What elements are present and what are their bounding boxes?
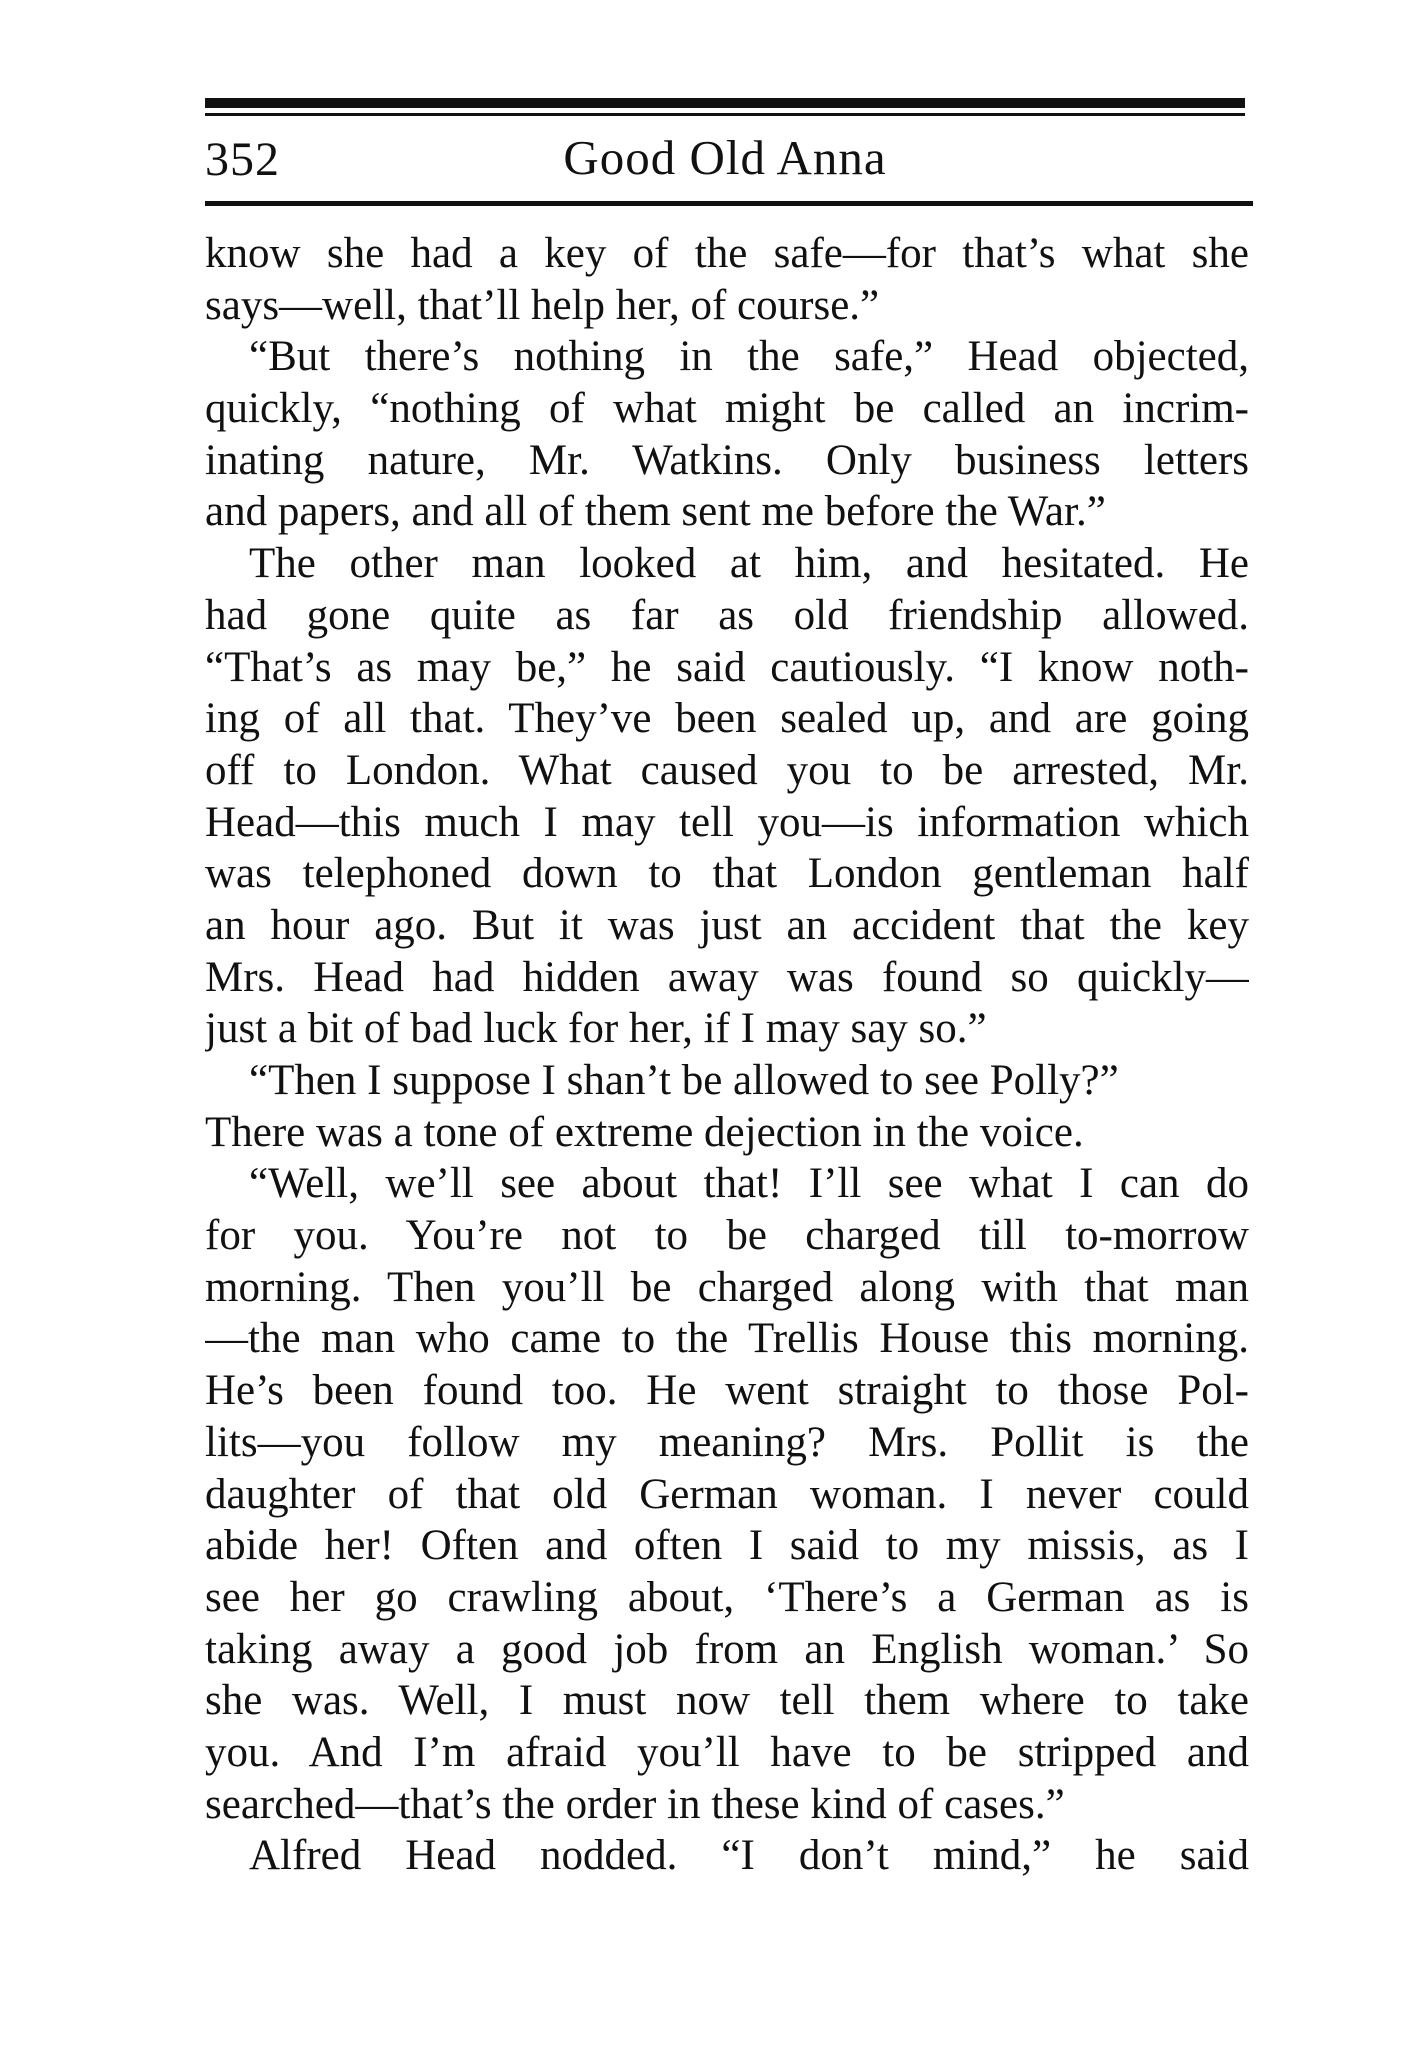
header-rule-bottom	[205, 201, 1253, 206]
text-line: “That’s as may be,” he said cautiously. “I know noth-	[205, 643, 1249, 691]
text-line: for you. You’re not to be charged till to-morrow	[205, 1212, 1249, 1260]
text-line: taking away a good job from an English woman.’ So	[205, 1625, 1249, 1673]
running-title: Good Old Anna	[563, 130, 887, 185]
text-line: lits—you follow my meaning? Mrs. Pollit is the	[205, 1418, 1249, 1466]
text-line: an hour ago. But it was just an accident that the key	[205, 901, 1249, 949]
text-line: He’s been found too. He went straight to those Pol-	[205, 1367, 1249, 1415]
text-line: Head—this much I may tell you—is information which	[205, 798, 1249, 846]
text-line: you. And I’m afraid you’ll have to be stripped and	[205, 1728, 1249, 1776]
header-rule-thick	[205, 98, 1245, 108]
text-line: know she had a key of the safe—for that’s what she	[205, 230, 1249, 277]
text-line: inating nature, Mr. Watkins. Only business letters	[205, 436, 1249, 484]
text-line: daughter of that old German woman. I never could	[205, 1470, 1249, 1518]
text-line: —the man who came to the Trellis House this morning.	[205, 1315, 1249, 1363]
text-line: “Well, we’ll see about that! I’ll see what I can do	[249, 1160, 1249, 1208]
page-number: 352	[205, 133, 280, 186]
text-line: There was a tone of extreme dejection in the voice.	[205, 1108, 1084, 1156]
text-line: abide her! Often and often I said to my missis, as I	[205, 1522, 1249, 1570]
text-line: morning. Then you’ll be charged along with that man	[205, 1263, 1249, 1311]
text-line: Mrs. Head had hidden away was found so quickly—	[205, 953, 1249, 1001]
header-rule-thin	[205, 113, 1245, 116]
text-line: The other man looked at him, and hesitated. He	[249, 540, 1249, 588]
text-line: says—well, that’ll help her, of course.”	[205, 281, 880, 329]
text-line: searched—that’s the order in these kind of cases.”	[205, 1780, 1065, 1828]
text-line: ing of all that. They’ve been sealed up, and are going	[205, 695, 1249, 743]
text-line: had gone quite as far as old friendship allowed.	[205, 591, 1249, 639]
text-line: “But there’s nothing in the safe,” Head objected,	[249, 333, 1249, 381]
body-text	[205, 228, 1249, 1882]
text-line: off to London. What caused you to be arrested, Mr.	[205, 746, 1249, 794]
text-line: and papers, and all of them sent me before the War.”	[205, 488, 1106, 536]
text-line: see her go crawling about, ‘There’s a German as is	[205, 1573, 1249, 1621]
text-line: Alfred Head nodded. “I don’t mind,” he said	[249, 1832, 1249, 1880]
running-head	[205, 126, 1245, 196]
text-line: she was. Well, I must now tell them where to take	[205, 1677, 1249, 1725]
text-line: “Then I suppose I shan’t be allowed to see Polly?”	[249, 1057, 1119, 1104]
text-line: was telephoned down to that London gentleman half	[205, 850, 1249, 898]
text-line: just a bit of bad luck for her, if I may say so.”	[205, 1005, 987, 1053]
text-line: quickly, “nothing of what might be called an incrim-	[205, 385, 1249, 433]
